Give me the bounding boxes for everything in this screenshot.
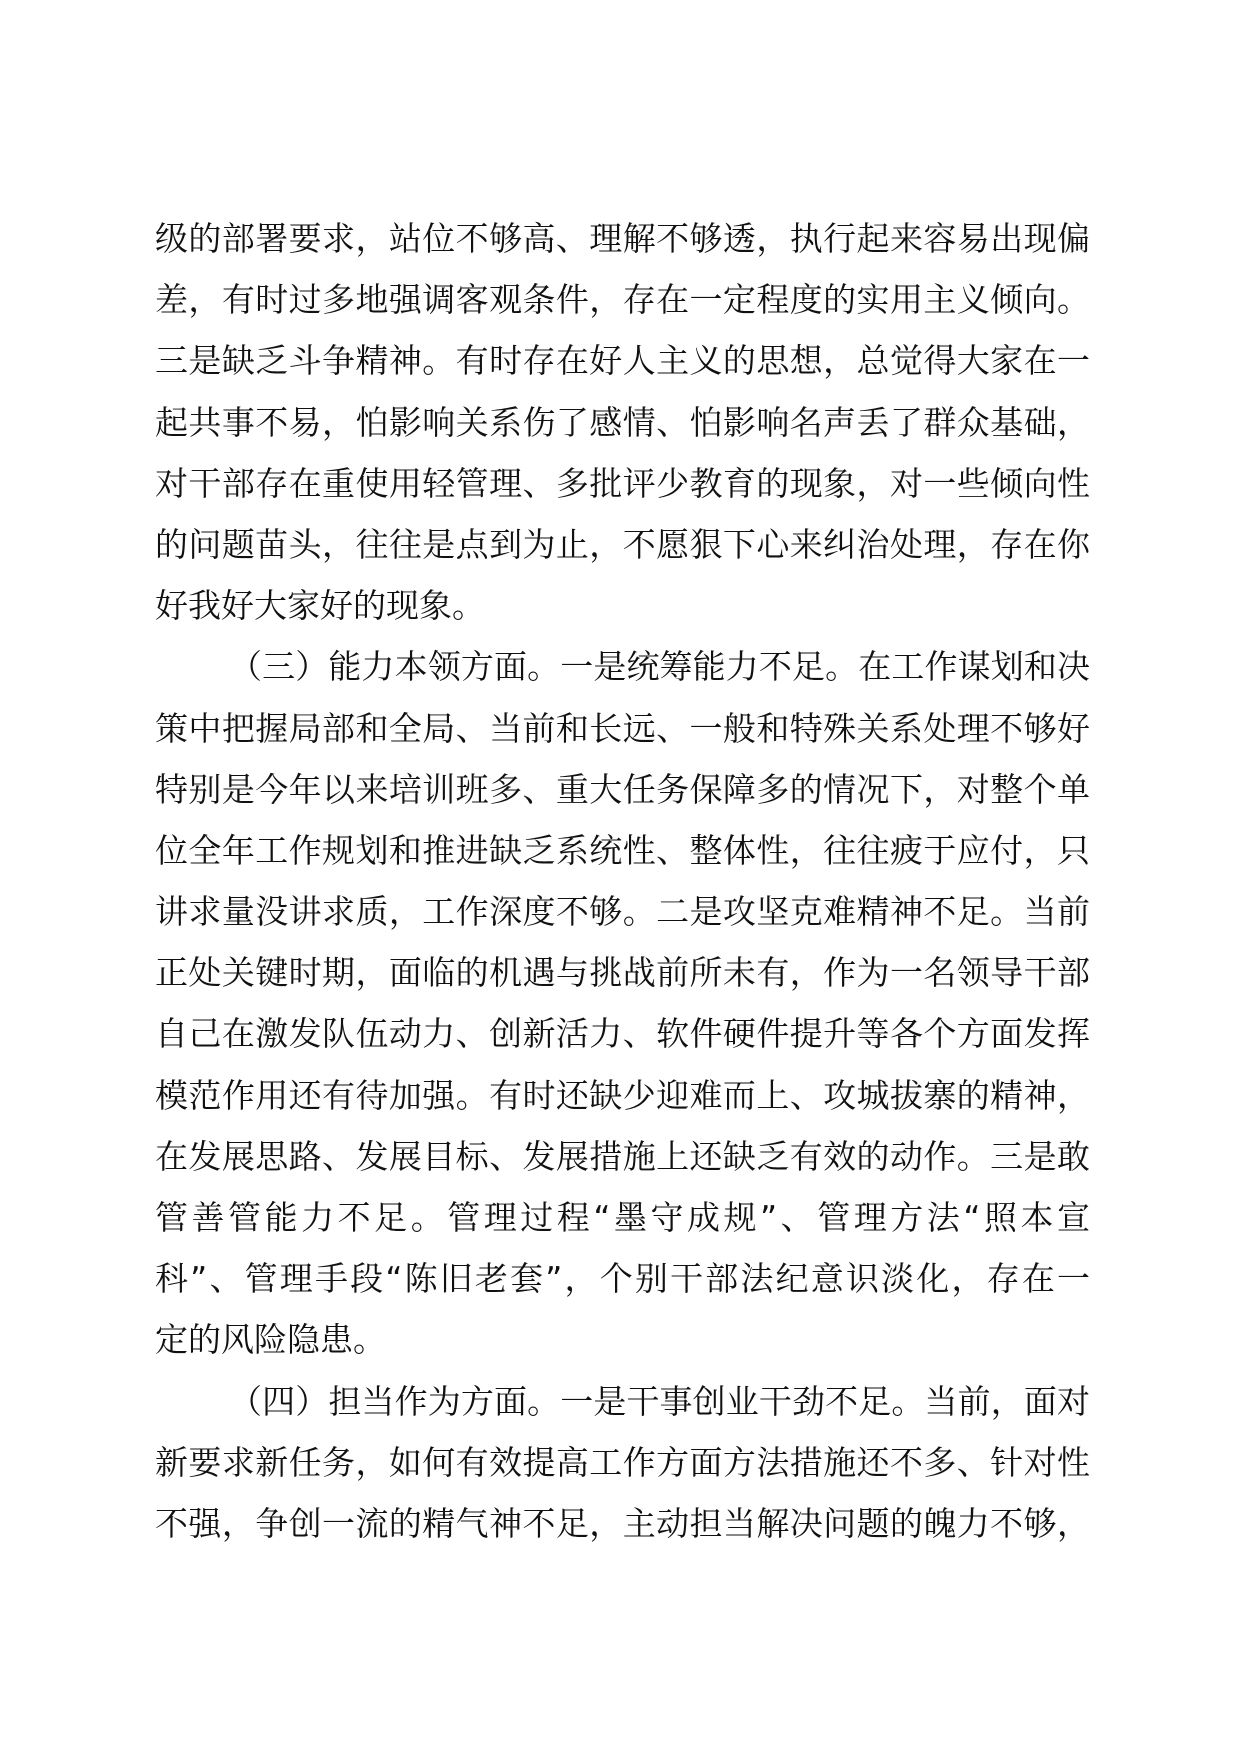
paragraph-start-line: （四）担当作为方面。一是干事创业干劲不足。当前，面对: [229, 1381, 1090, 1421]
text-line: 不强，争创一流的精气神不足，主动担当解决问题的魄力不够，: [155, 1503, 1090, 1543]
text-line: 的问题苗头，往往是点到为止，不愿狠下心来纠治处理，存在你: [155, 524, 1090, 564]
text-line: 好我好大家好的现象。: [155, 586, 485, 626]
text-line: 新要求新任务，如何有效提高工作方面方法措施还不多、针对性: [155, 1442, 1090, 1482]
text-line: 在发展思路、发展目标、发展措施上还缺乏有效的动作。三是敢: [155, 1136, 1090, 1176]
text-line: 自己在激发队伍动力、创新活力、软件硬件提升等各个方面发挥: [155, 1014, 1090, 1054]
text-line: 三是缺乏斗争精神。有时存在好人主义的思想，总觉得大家在一: [155, 341, 1090, 381]
text-line: 对干部存在重使用轻管理、多批评少教育的现象，对一些倾向性: [155, 463, 1090, 503]
text-line: 管善管能力不足。管理过程“墨守成规”、管理方法“照本宣: [155, 1198, 1090, 1237]
text-line: 起共事不易，怕影响关系伤了感情、怕影响名声丢了群众基础，: [155, 402, 1090, 442]
text-line: 模范作用还有待加强。有时还缺少迎难而上、攻城拔寨的精神，: [155, 1075, 1090, 1115]
text-line: 级的部署要求，站位不够高、理解不够透，执行起来容易出现偏: [155, 219, 1090, 258]
text-line: 特别是今年以来培训班多、重大任务保障多的情况下，对整个单: [155, 769, 1090, 809]
text-line: 定的风险隐患。: [155, 1320, 386, 1360]
text-line: 策中把握局部和全局、当前和长远、一般和特殊关系处理不够好: [155, 708, 1090, 748]
body-text: [155, 208, 1090, 1554]
text-line: 差，有时过多地强调客观条件，存在一定程度的实用主义倾向。: [155, 280, 1090, 320]
text-line: 讲求量没讲求质，工作深度不够。二是攻坚克难精神不足。当前: [155, 892, 1090, 932]
text-line: 正处关键时期，面临的机遇与挑战前所未有，作为一名领导干部: [155, 953, 1090, 993]
text-line: 位全年工作规划和推进缺乏系统性、整体性，往往疲于应付，只: [155, 830, 1090, 870]
text-line: 科”、管理手段“陈旧老套”，个别干部法纪意识淡化，存在一: [155, 1259, 1090, 1299]
paragraph-start-line: （三）能力本领方面。一是统筹能力不足。在工作谋划和决: [229, 647, 1090, 687]
